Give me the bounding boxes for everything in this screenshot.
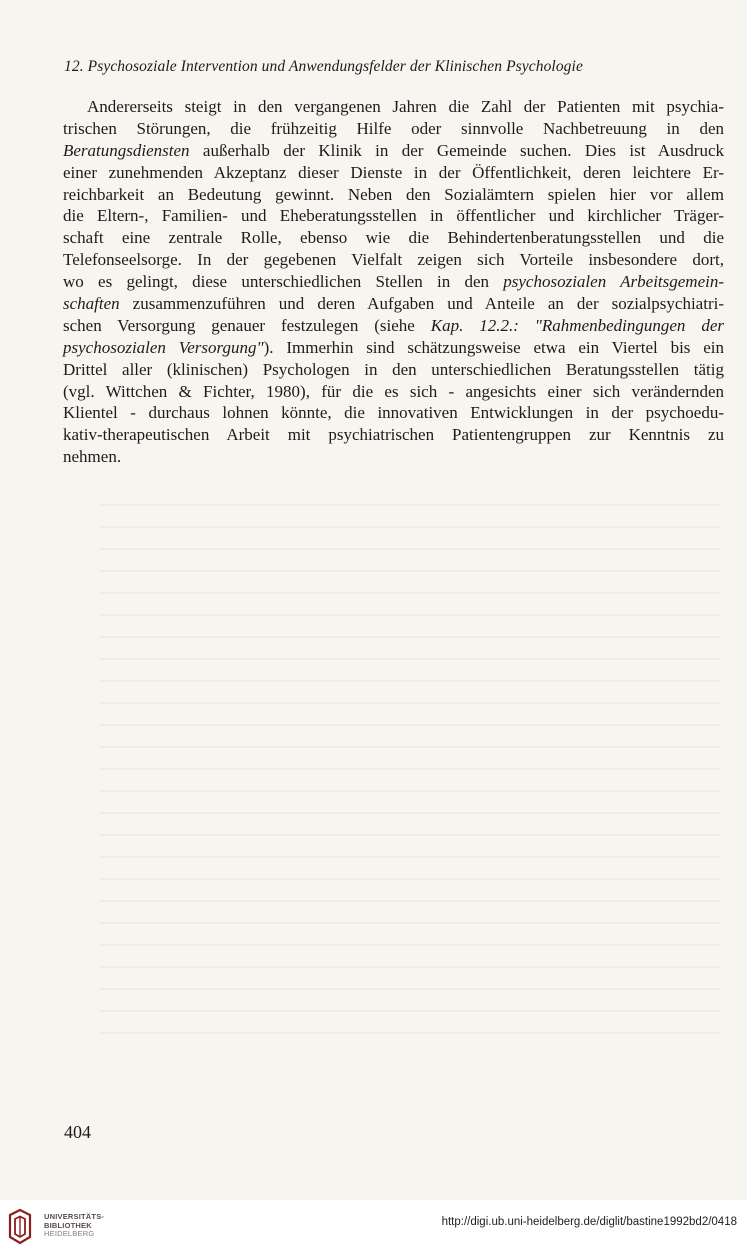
- body-paragraph: [63, 96, 724, 468]
- text-line: psychosozialen Versorgung"). Immerhin sind schätzungsweise etwa ein Viertel bis ein: [63, 337, 724, 357]
- library-name: UNIVERSITÄTS- BIBLIOTHEK HEIDELBERG: [44, 1212, 105, 1238]
- text-line: trischen Störungen, die frühzeitig Hilfe oder sinnvolle Nachbetreuung in den: [63, 118, 724, 138]
- text-line: schen Versorgung genauer festzulegen (siehe Kap. 12.2.: "Rahmenbedingungen der: [63, 315, 724, 335]
- text-line: die Eltern-, Familien- und Eheberatungsstellen in öffentlicher und kirchlicher Träger-: [63, 206, 724, 226]
- source-url[interactable]: http://digi.ub.uni-heidelberg.de/diglit/bastine1992bd2/0418: [441, 1216, 737, 1228]
- text-line: Andererseits steigt in den vergangenen Jahren die Zahl der Patienten mit psychia-: [87, 97, 724, 116]
- text-line: nehmen.: [63, 447, 122, 467]
- show-through-texture: [100, 490, 720, 1050]
- library-logo-icon: [6, 1207, 36, 1247]
- text-line: reichbarkeit an Bedeutung gewinnt. Neben den Sozialämtern spielen hier vor allem: [63, 184, 724, 204]
- page-number: 404: [64, 1122, 91, 1142]
- text-line: Drittel aller (klinischen) Psychologen in den unterschiedlichen Beratungsstellen tätig: [63, 359, 724, 379]
- text-line: kativ-therapeutischen Arbeit mit psychiatrischen Patientengruppen zur Kenntnis zu: [63, 425, 724, 445]
- text-line: wo es gelingt, diese unterschiedlichen Stellen in den psychosozialen Arbeitsgemein-: [63, 272, 725, 292]
- running-head: 12. Psychosoziale Intervention und Anwendungsfelder der Klinischen Psychologie: [64, 58, 583, 75]
- text-line: schaften zusammenzuführen und deren Aufgaben und Anteile an der sozialpsychiatri-: [63, 294, 724, 314]
- text-line: Beratungsdiensten außerhalb der Klinik in der Gemeinde suchen. Dies ist Ausdruck: [63, 140, 724, 160]
- text-line: einer zunehmenden Akzeptanz dieser Dienste in der Öffentlichkeit, deren leichtere Er-: [63, 162, 724, 182]
- text-line: Klientel - durchaus lohnen könnte, die innovativen Entwicklungen in der psychoedu-: [63, 403, 724, 423]
- digitization-footer: [0, 1200, 747, 1255]
- text-line: Telefonseelsorge. In der gegebenen Vielfalt zeigen sich Vorteile insbesondere dort,: [63, 250, 724, 270]
- text-line: schaft eine zentrale Rolle, ebenso wie die Behindertenberatungsstellen und die: [63, 228, 724, 248]
- text-line: (vgl. Wittchen & Fichter, 1980), für die es sich - angesichts einer sich verändernden: [63, 381, 724, 401]
